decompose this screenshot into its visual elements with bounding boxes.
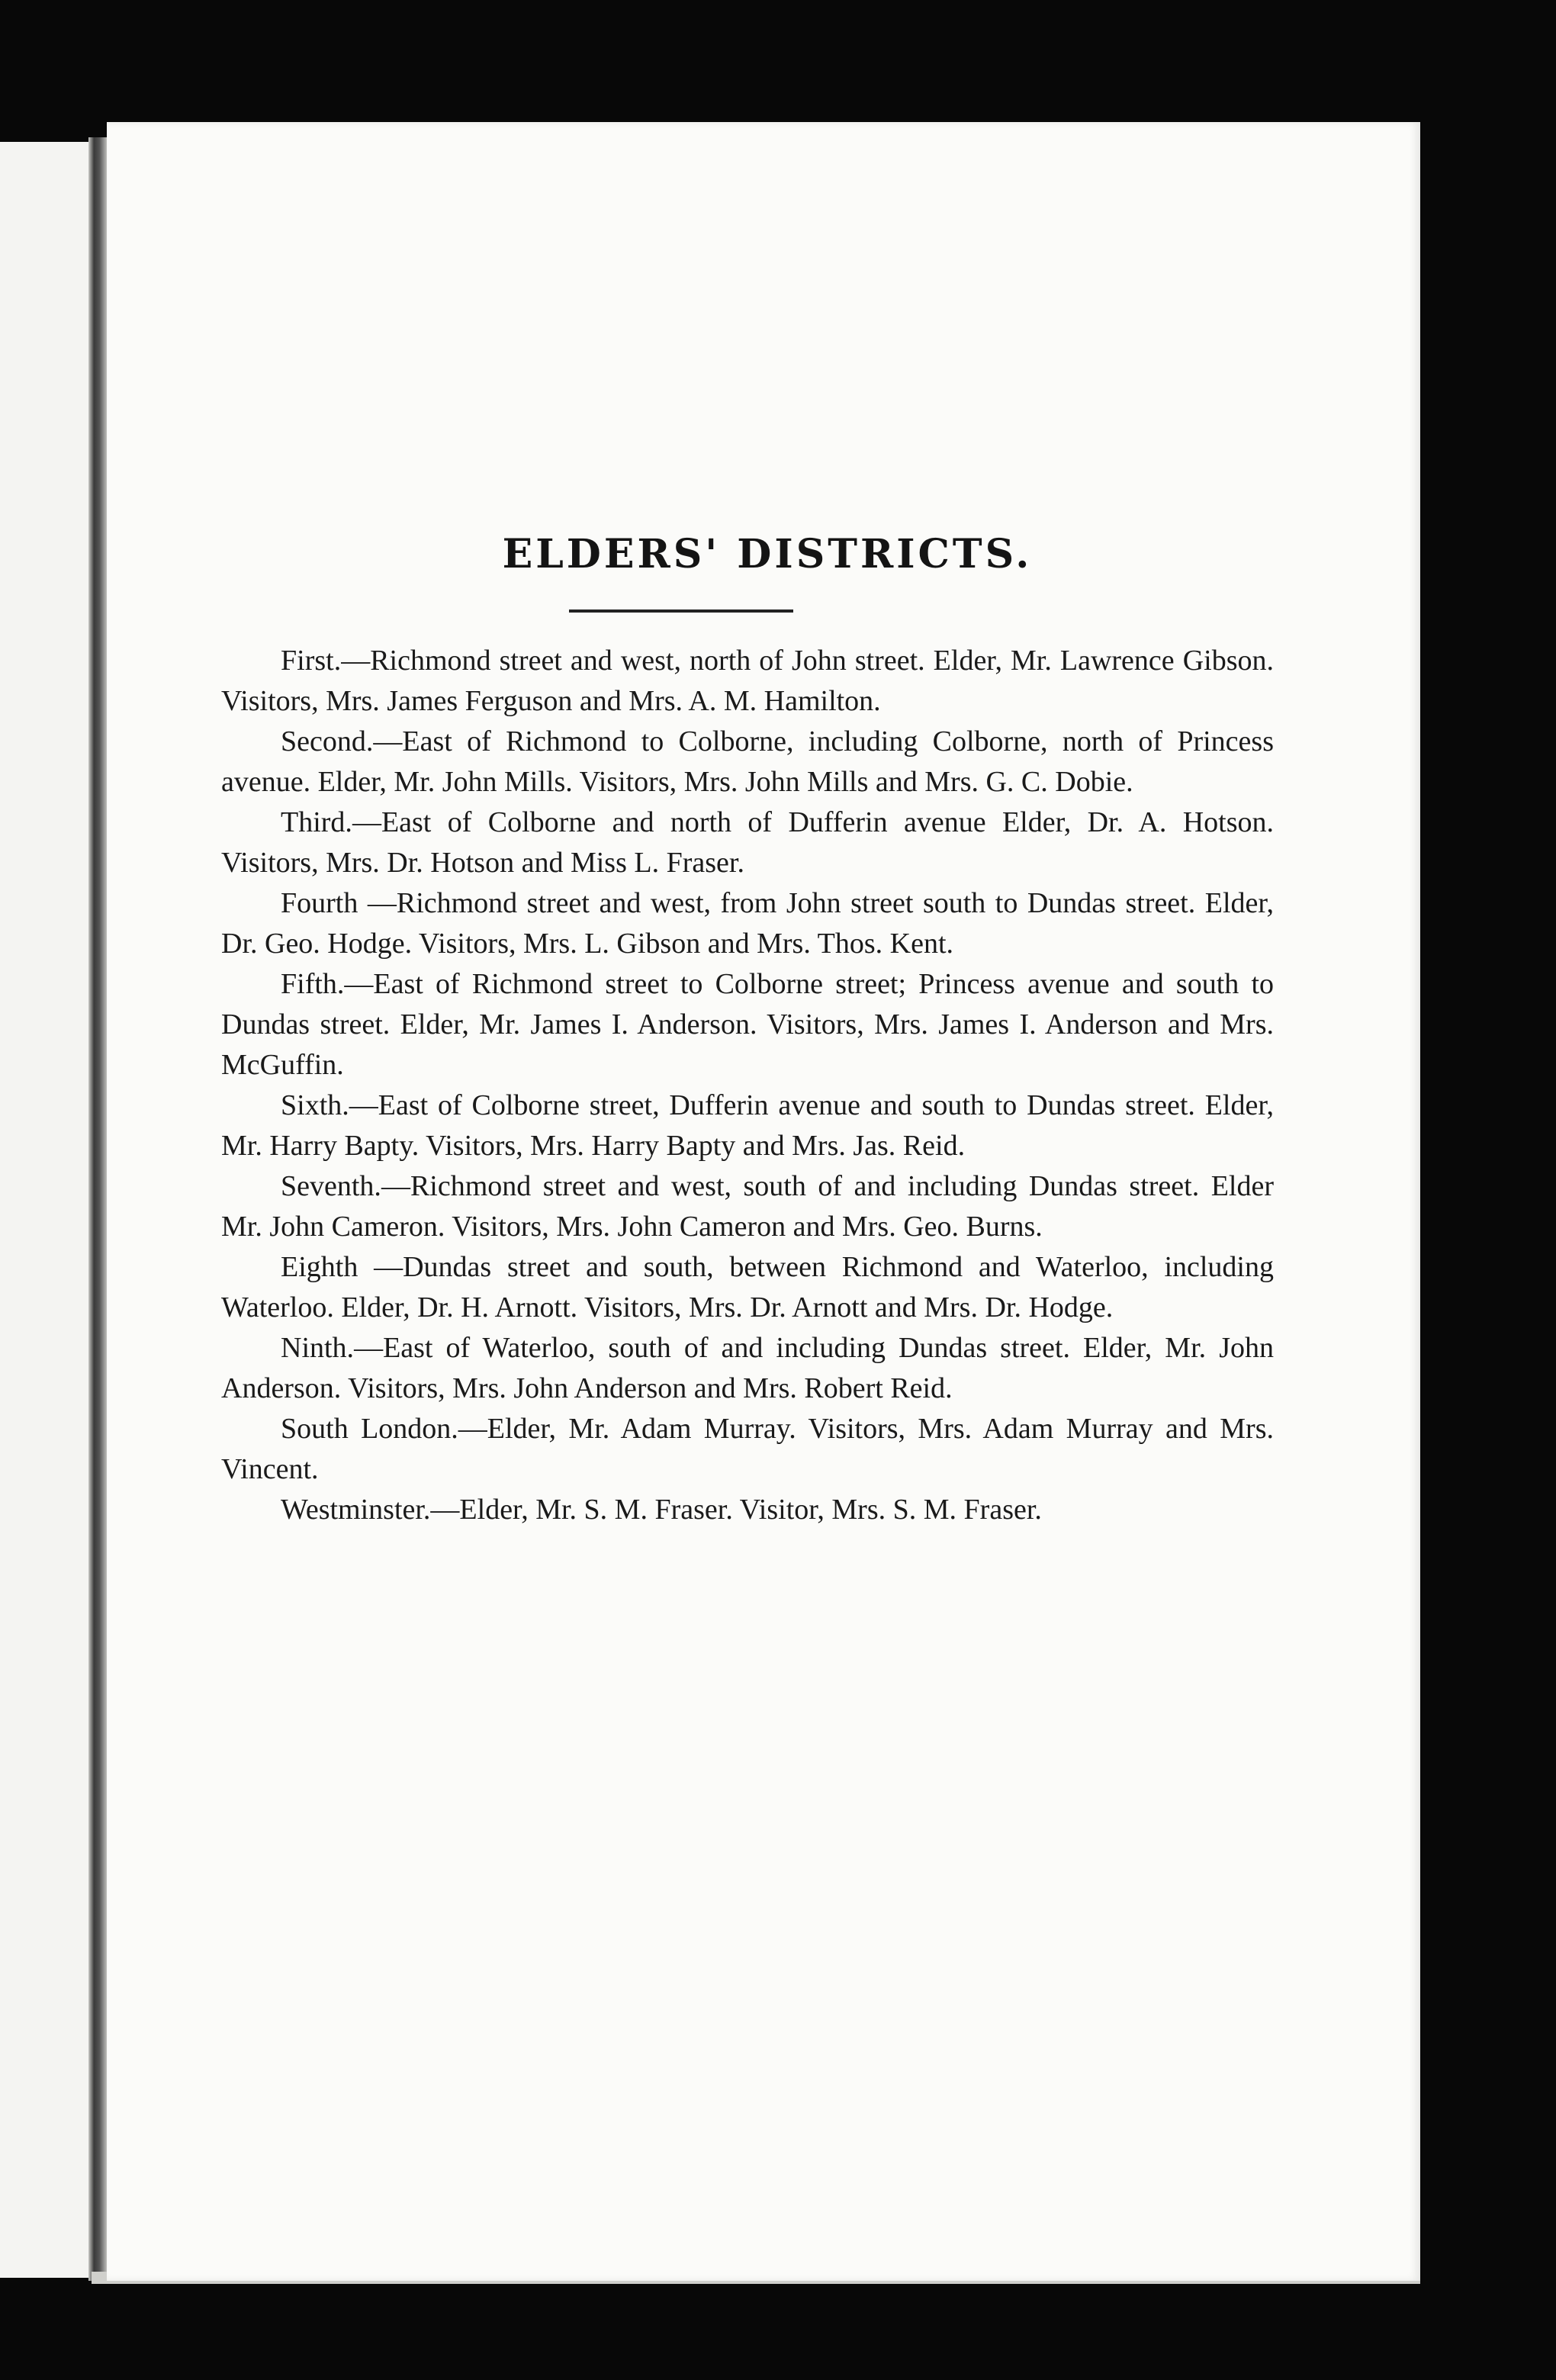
district-name: Eighth (281, 1251, 358, 1283)
district-description: —Richmond street and west, from John street south to Dundas street. Elder, Dr. Geo. Hodge. Visitors, Mrs. L. Gibson and Mrs. Thos. Kent. (221, 887, 1274, 960)
district-description: —Richmond street and west, south of and including Dundas street. Elder Mr. John Cameron. Visitors, Mrs. John Cameron and Mrs. Geo. Burns. (221, 1170, 1274, 1243)
page-title: ELDERS' DISTRICTS. (502, 531, 1033, 577)
district-entry-westminster (221, 1490, 1274, 1530)
district-entry-south-london (221, 1409, 1274, 1490)
district-entry-third (221, 802, 1274, 883)
district-entry-second (221, 722, 1274, 802)
district-name: Westminster. (281, 1494, 431, 1526)
district-description: —Elder, Mr. Adam Murray. Visitors, Mrs. Adam Murray and Mrs. Vincent. (221, 1413, 1274, 1485)
district-entry-seventh (221, 1166, 1274, 1247)
title-divider (569, 609, 793, 613)
document-page (107, 122, 1420, 2281)
district-list (221, 641, 1274, 1530)
district-name: Seventh. (281, 1170, 381, 1202)
district-entry-sixth (221, 1085, 1274, 1166)
district-description: —Elder, Mr. S. M. Fraser. Visitor, Mrs. S. M. Fraser. (430, 1494, 1042, 1526)
district-description: —Dundas street and south, between Richmond and Waterloo, including Waterloo. Elder, Dr. H. Arnott. Visitors, Mrs. Dr. Arnott and Mrs. Dr. Hodge. (221, 1251, 1274, 1323)
district-entry-fifth (221, 964, 1274, 1085)
district-name: Fourth (281, 887, 358, 919)
district-entry-ninth (221, 1328, 1274, 1409)
district-description: —East of Waterloo, south of and including Dundas street. Elder, Mr. John Anderson. Visitors, Mrs. John Anderson and Mrs. Robert Reid. (221, 1332, 1274, 1404)
district-description: —East of Colborne street, Dufferin avenue and south to Dundas street. Elder, Mr. Harry Bapty. Visitors, Mrs. Harry Bapty and Mrs. Jas. Reid. (221, 1089, 1274, 1162)
district-name: Fifth. (281, 968, 345, 1000)
district-description: —Richmond street and west, north of John street. Elder, Mr. Lawrence Gibson. Visitors, Mrs. James Ferguson and Mrs. A. M. Hamilton. (221, 645, 1274, 717)
district-entry-fourth (221, 883, 1274, 964)
district-name: South London. (281, 1413, 458, 1445)
district-name: First. (281, 645, 342, 677)
district-name: Ninth. (281, 1332, 355, 1364)
facing-page-edge (0, 142, 96, 2278)
district-name: Second. (281, 725, 374, 757)
district-description: —East of Colborne and north of Dufferin avenue Elder, Dr. A. Hotson. Visitors, Mrs. Dr. Hotson and Miss L. Fraser. (221, 806, 1274, 879)
book-gutter (88, 137, 107, 2281)
district-name: Third. (281, 806, 352, 838)
district-name: Sixth. (281, 1089, 349, 1121)
district-entry-eighth (221, 1247, 1274, 1328)
district-entry-first (221, 641, 1274, 722)
district-description: —East of Richmond street to Colborne street; Princess avenue and south to Dundas street. Elder, Mr. James I. Anderson. Visitors, Mrs. James I. Anderson and Mrs. McGuffin. (221, 968, 1274, 1081)
district-description: —East of Richmond to Colborne, including Colborne, north of Princess avenue. Elder, Mr. John Mills. Visitors, Mrs. John Mills and Mrs. G. C. Dobie. (221, 725, 1274, 798)
